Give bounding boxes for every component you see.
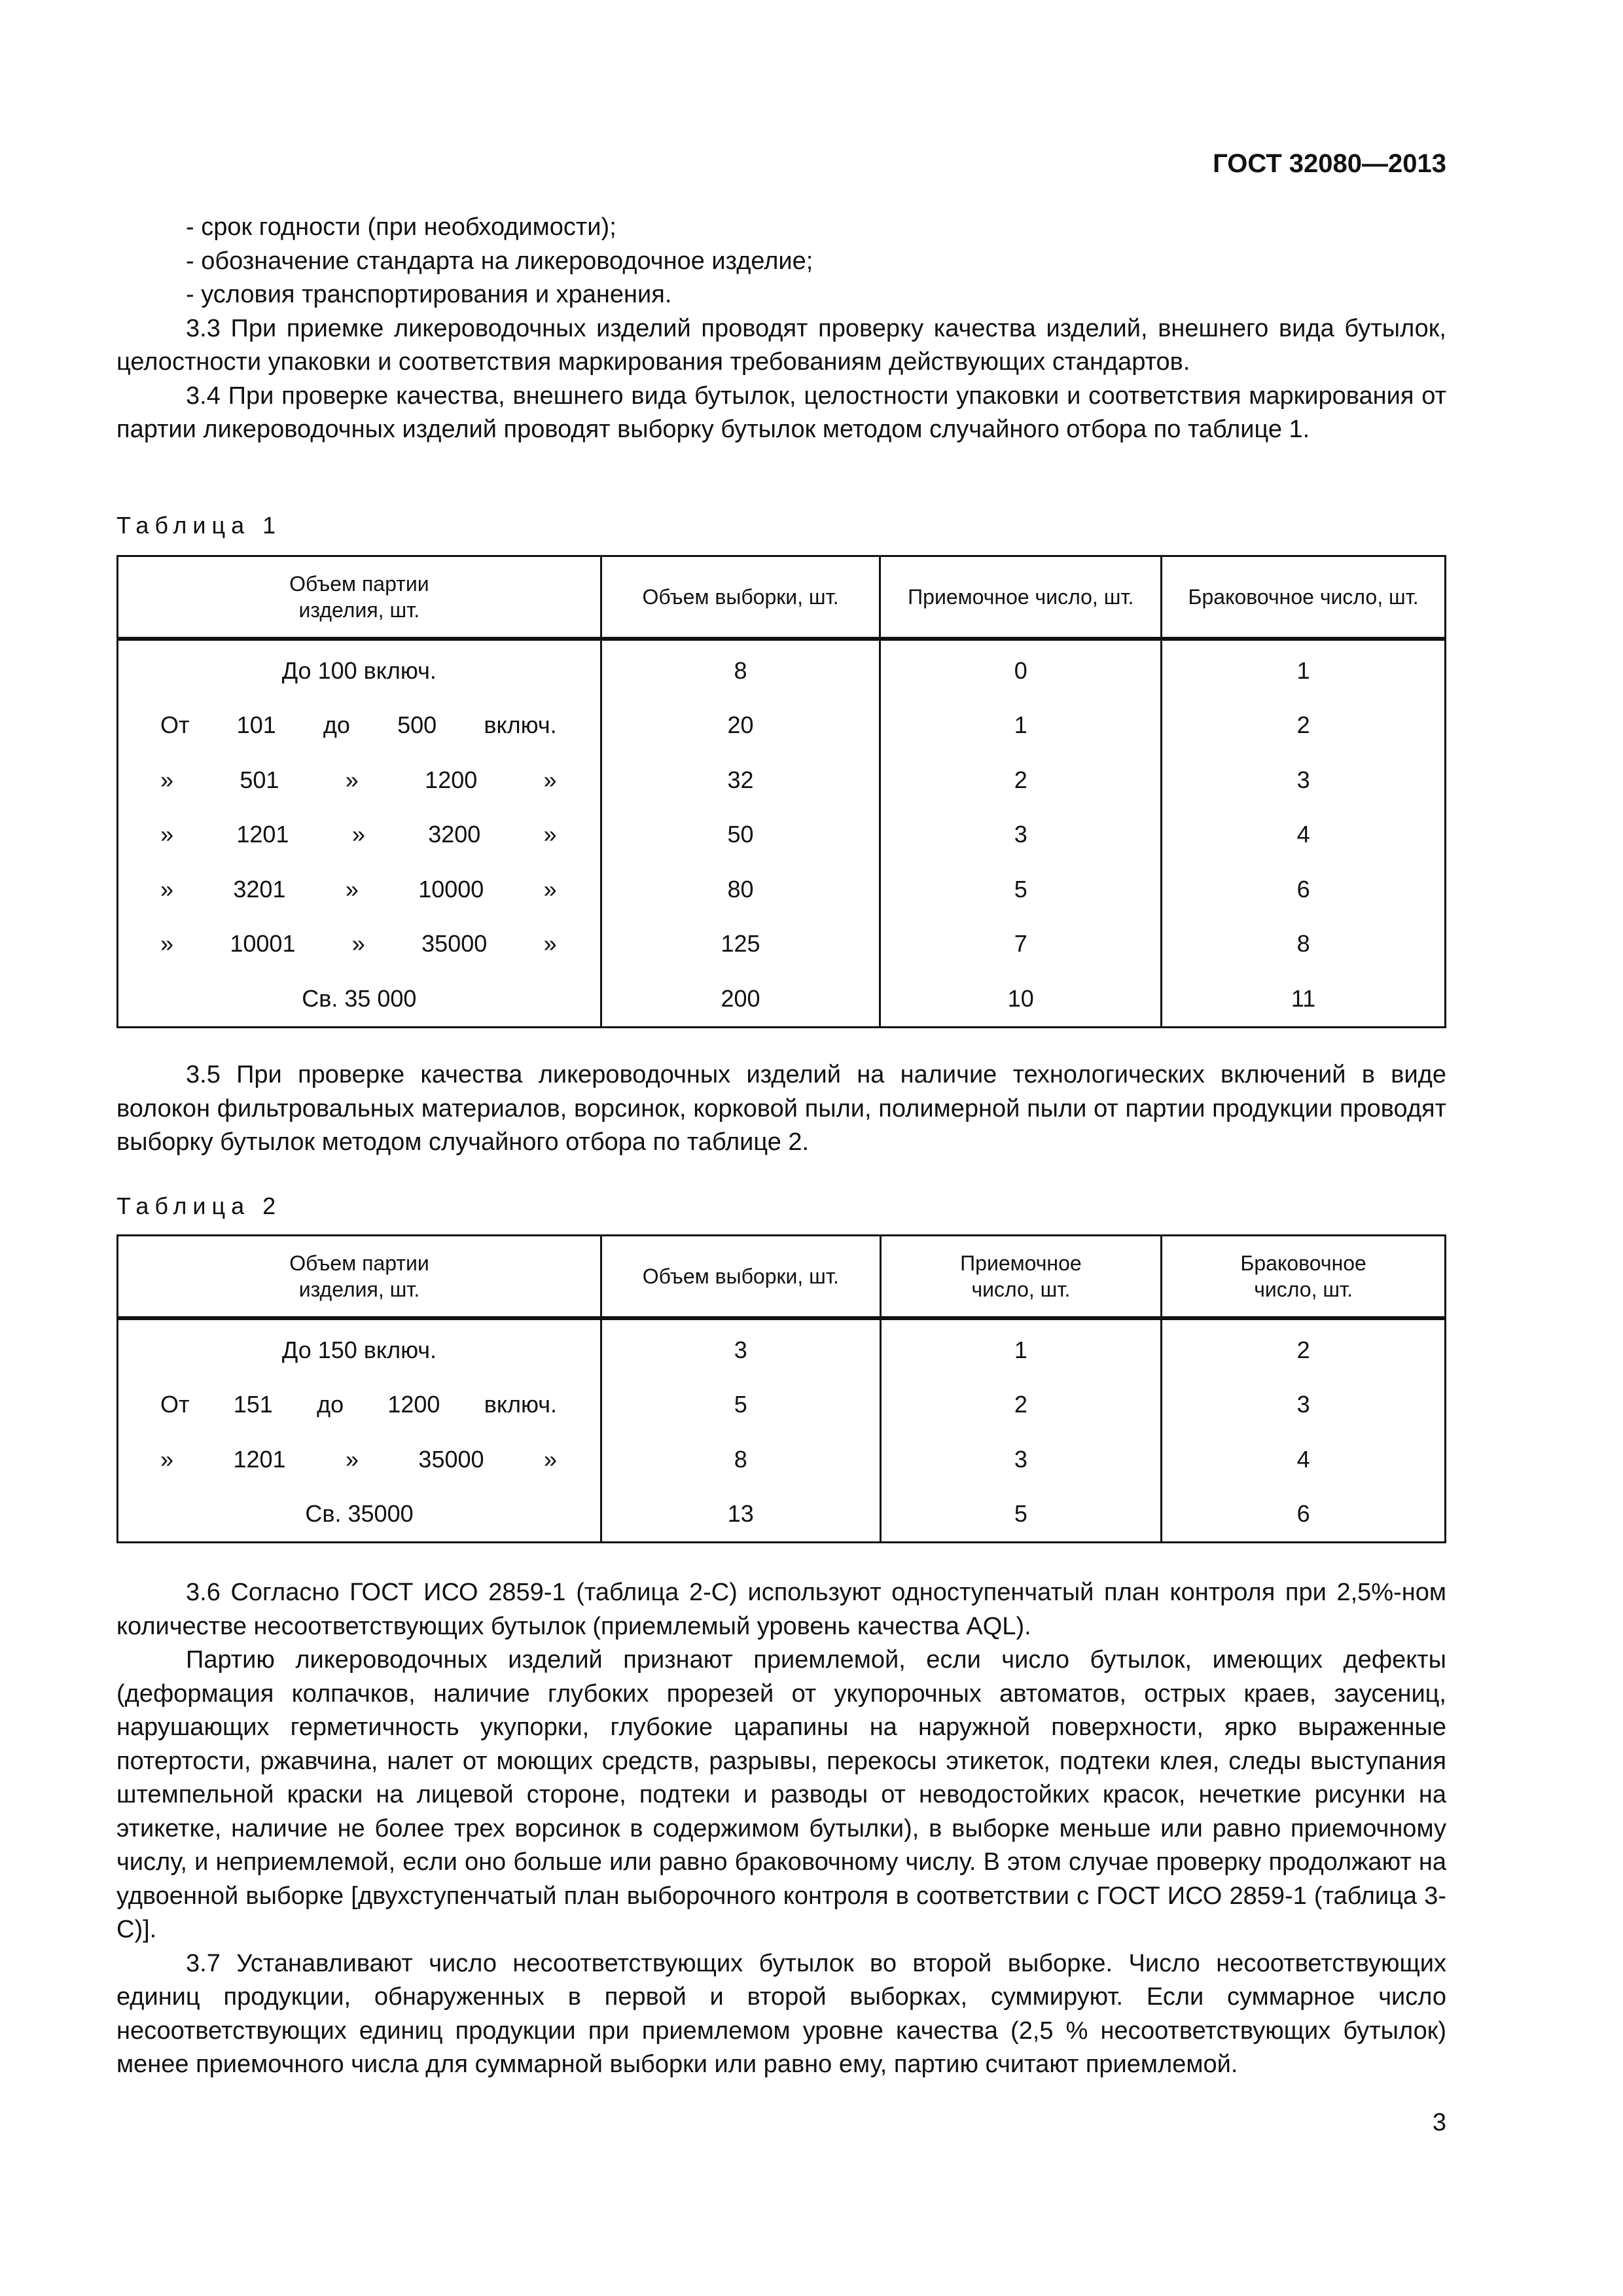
reject-cell: 4 [1162,1432,1446,1487]
sample-cell: 5 [601,1378,881,1433]
accept-cell: 7 [880,917,1162,972]
table-row [118,753,1446,808]
table-2 [116,1234,1446,1543]
sample-cell: 20 [601,698,880,753]
table-header: Браковочное число, шт. [1162,1236,1446,1319]
dash-item: - условия транспортирования и хранения. [186,281,672,308]
sample-cell: 125 [601,917,880,972]
table-row [118,917,1446,972]
table-header: Объем выборки, шт. [601,1236,881,1319]
reject-cell: 4 [1162,808,1446,863]
reject-cell: 1 [1162,639,1446,698]
reject-cell: 6 [1162,1487,1446,1543]
paragraph-3-3: 3.3 При приемке ликероводочных изделий проводят проверку качества изделий, внешнего вида бутылок, целостности упаковки и соответствия маркирования требованиям действующих стандартов. [116,314,1446,376]
dash-item: - обозначение стандарта на ликероводочное изделие; [186,247,813,275]
reject-cell: 8 [1162,917,1446,972]
lot-cell: Св. 35 000 [118,971,601,1027]
lot-cell: От 151 до 1200 включ. [118,1378,601,1433]
table-1-caption: Таблица 1 [116,512,282,539]
table-row [118,698,1446,753]
reject-cell: 3 [1162,1378,1446,1433]
paragraph-3-6-continued: Партию ликероводочных изделий признают приемлемой, если число бутылок, имеющих дефекты (деформация колпачков, наличие глубоких прорезей от укупорочных автоматов, острых краев, заусениц, нарушающих герметичность укупорки, глубокие царапины на наружной поверхности, ярко выраженные потертости, ржавчина, налет от моющих средств, разрывы, перекосы этикеток, подтеки клея, следы выступания штемпельной краски на лицевой стороне, подтеки и разводы от неводостойких красок, нечеткие рисунки на этикетке, наличие не более трех ворсинок в содержимом бутылки), в выборке меньше или равно приемочному числу, и неприемлемой, если оно больше или равно браковочному числу. В этом случае проверку продолжают на удвоенной выборке [двухступенчатый план выборочного контроля в соответствии с ГОСТ ИСО 2859-1 (таблица 3-С)]. [116,1646,1446,1943]
table-row [118,971,1446,1027]
lot-cell: » 10001 » 35000 » [118,917,601,972]
sample-cell: 8 [601,639,880,698]
sample-cell: 200 [601,971,880,1027]
table-row [118,639,1446,698]
table-row [118,1432,1446,1487]
lot-cell: » 501 » 1200 » [118,753,601,808]
table-row [118,1378,1446,1433]
reject-cell: 11 [1162,971,1446,1027]
reject-cell: 6 [1162,862,1446,917]
table-row [118,1487,1446,1543]
table-2-caption: Таблица 2 [116,1193,282,1219]
table-header: Приемочное число, шт. [880,556,1162,639]
table-row [118,862,1446,917]
sample-cell: 80 [601,862,880,917]
document-id: ГОСТ 32080—2013 [1213,149,1446,178]
reject-cell: 2 [1162,698,1446,753]
table-header: Объем партии изделия, шт. [118,556,601,639]
section-3-5 [116,1058,1446,1160]
table-row [118,808,1446,863]
page-number: 3 [1432,2109,1446,2136]
paragraph-3-7: 3.7 Устанавливают число несоответствующих бутылок во второй выборке. Число несоответствующих единиц продукции, обнаруженных в первой и второй выборках, суммируют. Если суммарное число несоответствующих единиц продукции при приемлемом уровне качества (2,5 % несоответствующих бутылок) менее приемочного числа для суммарной выборки или равно ему, партию считают приемлемой. [116,1949,1446,2078]
intro-section [116,211,1446,447]
table-header: Приемочное число, шт. [880,1236,1162,1319]
accept-cell: 3 [880,1432,1162,1487]
table-header: Объем выборки, шт. [601,556,880,639]
sample-cell: 32 [601,753,880,808]
lot-cell: » 3201 » 10000 » [118,862,601,917]
lot-cell: До 100 включ. [118,639,601,698]
reject-cell: 2 [1162,1318,1446,1378]
sample-cell: 8 [601,1432,881,1487]
lot-cell: » 1201 » 3200 » [118,808,601,863]
table-header: Объем партии изделия, шт. [118,1236,601,1319]
accept-cell: 1 [880,1318,1162,1378]
lot-cell: Св. 35000 [118,1487,601,1543]
accept-cell: 10 [880,971,1162,1027]
lot-cell: От 101 до 500 включ. [118,698,601,753]
sample-cell: 13 [601,1487,881,1543]
reject-cell: 3 [1162,753,1446,808]
table-row [118,1318,1446,1378]
accept-cell: 2 [880,753,1162,808]
accept-cell: 2 [880,1378,1162,1433]
table-1 [116,555,1446,1028]
accept-cell: 5 [880,1487,1162,1543]
accept-cell: 3 [880,808,1162,863]
table-header: Браковочное число, шт. [1162,556,1446,639]
dash-item: - срок годности (при необходимости); [186,213,616,241]
paragraph-3-6: 3.6 Согласно ГОСТ ИСО 2859-1 (таблица 2-С) используют одноступенчатый план контроля при 2,5%-ном количестве несоответствующих бутылок (приемлемый уровень качества AQL). [116,1579,1446,1640]
paragraph-3-5: 3.5 При проверке качества ликероводочных изделий на наличие технологических включений в виде волокон фильтровальных материалов, ворсинок, корковой пыли, полимерной пыли от партии продукции проводят выборку бутылок методом случайного отбора по таблице 2. [116,1061,1446,1156]
paragraph-3-4: 3.4 При проверке качества, внешнего вида бутылок, целостности упаковки и соответствия маркирования от партии ликероводочных изделий проводят выборку бутылок методом случайного отбора по таблице 1. [116,382,1446,443]
sections-3-6-3-7 [116,1576,1446,2082]
sample-cell: 3 [601,1318,881,1378]
accept-cell: 5 [880,862,1162,917]
lot-cell: » 1201 » 35000 » [118,1432,601,1487]
accept-cell: 0 [880,639,1162,698]
accept-cell: 1 [880,698,1162,753]
sample-cell: 50 [601,808,880,863]
lot-cell: До 150 включ. [118,1318,601,1378]
